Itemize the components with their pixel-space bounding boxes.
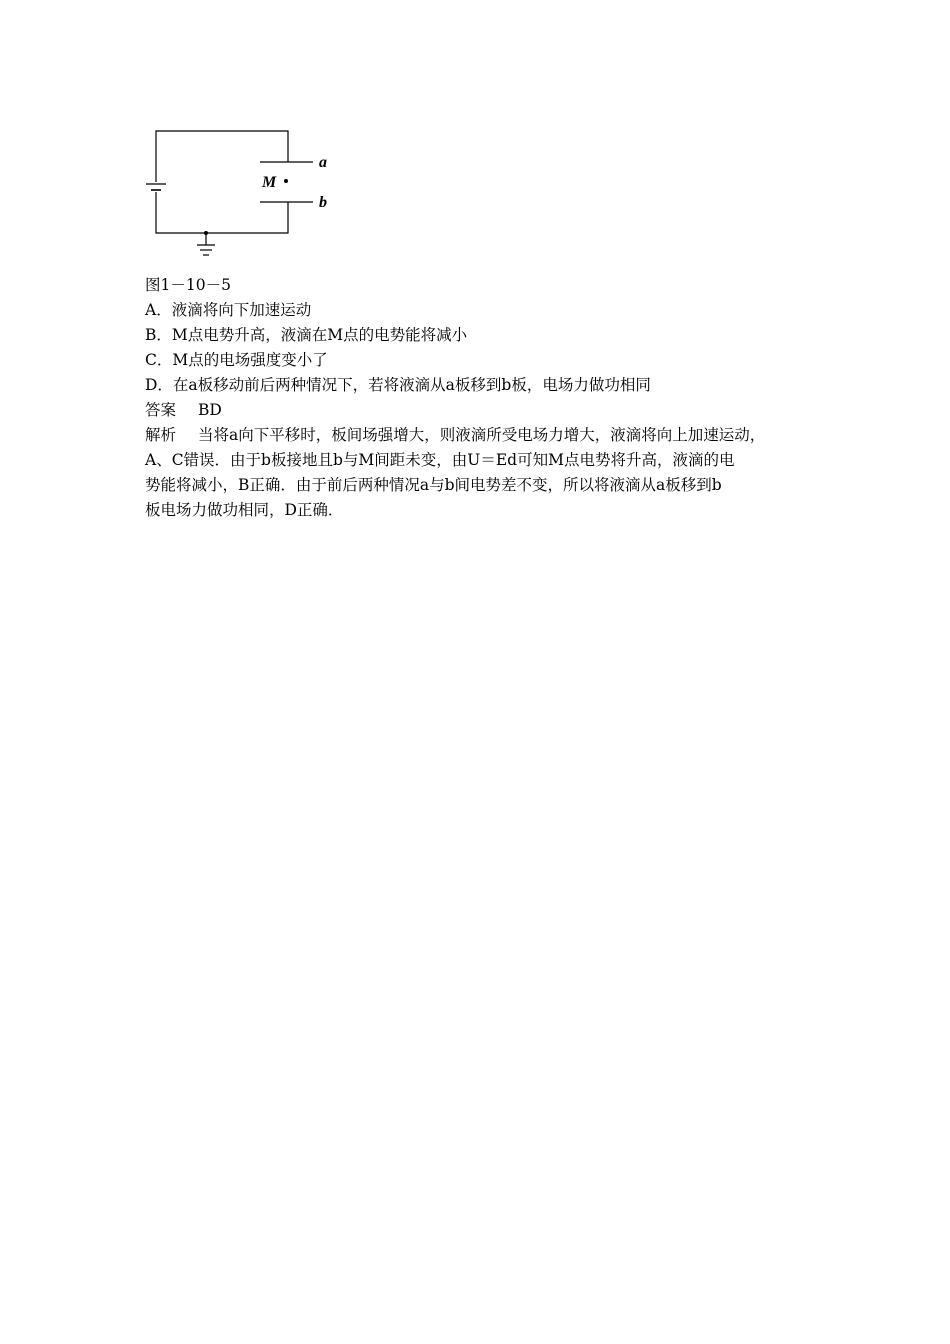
- answer-label: 答案: [145, 401, 177, 419]
- answer-value: BD: [198, 401, 222, 419]
- option-d: D．在a板移动前后两种情况下，若将液滴从a板移到b板，电场力做功相同: [145, 376, 651, 394]
- point-m-dot: [284, 179, 288, 183]
- circuit-svg: [140, 124, 340, 264]
- option-a: A．液滴将向下加速运动: [145, 301, 312, 319]
- figure-caption: 图1－10－5: [145, 276, 231, 294]
- question-text: [145, 273, 825, 523]
- analysis-line-3: 势能将减小，B正确．由于前后两种情况a与b间电势差不变，所以将液滴从a板移到b: [145, 476, 722, 494]
- circuit-diagram: [140, 124, 340, 264]
- wire-bottom: [156, 192, 288, 233]
- analysis-line-1: [145, 423, 825, 448]
- analysis-label: 解析: [145, 426, 177, 444]
- analysis-line-4: 板电场力做功相同，D正确．: [145, 501, 344, 519]
- analysis-line-2: A、C错误．由于b板接地且b与M间距未变，由U＝Ed可知M点电势将升高，液滴的电: [145, 451, 735, 469]
- analysis-text-1: 当将a向下平移时，板间场强增大，则液滴所受电场力增大，液滴将向上加速运动，: [198, 426, 766, 444]
- point-m-label: M: [262, 174, 277, 191]
- plate-b-label: b: [319, 194, 327, 211]
- answer-row: [145, 398, 825, 423]
- plate-a-label: a: [319, 154, 327, 171]
- option-b: B．M点电势升高，液滴在M点的电势能将减小: [145, 326, 468, 344]
- option-c: C．M点的电场强度变小了: [145, 351, 328, 369]
